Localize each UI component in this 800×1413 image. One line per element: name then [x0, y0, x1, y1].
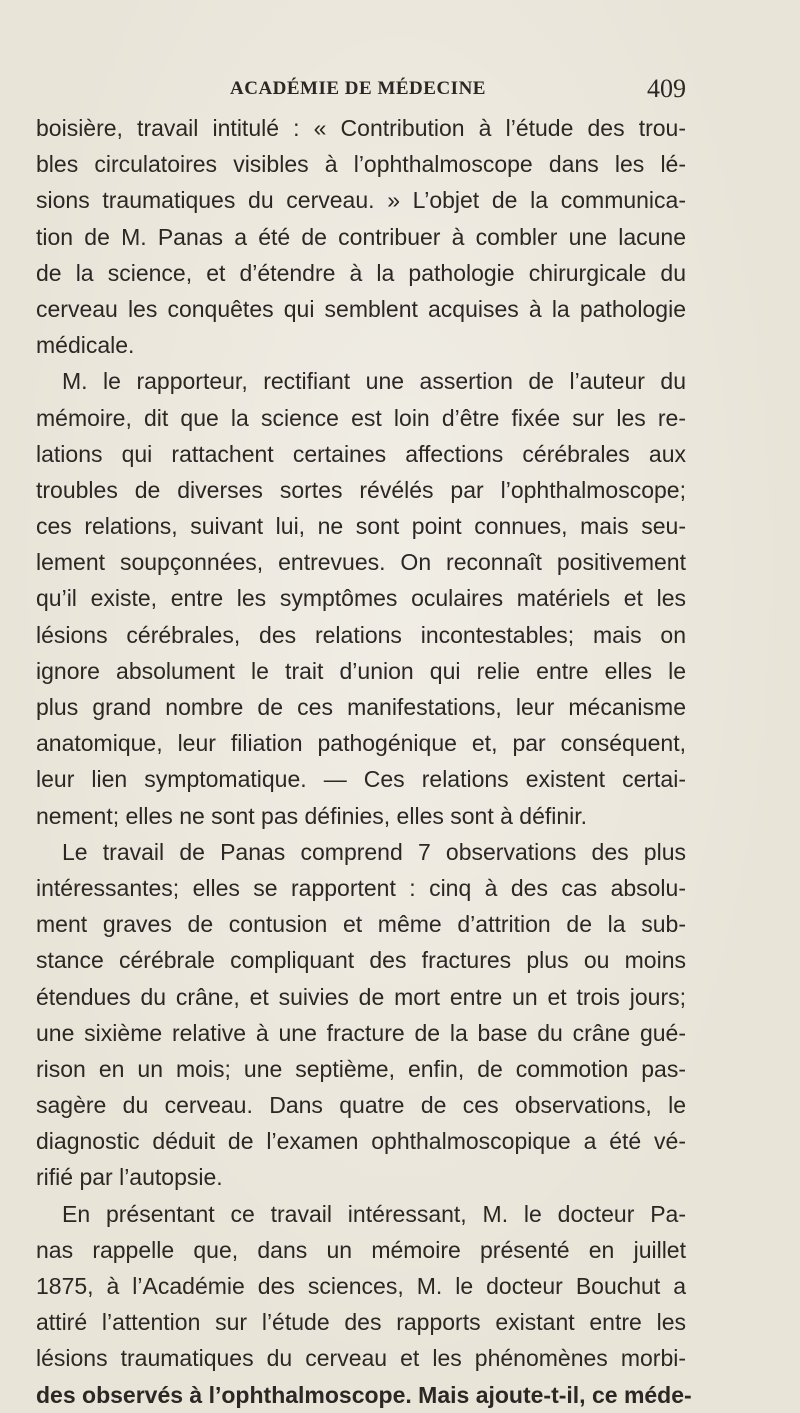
- text-line: qu’il existe, entre les symptômes oculaires matériels et les: [36, 585, 686, 612]
- running-title: ACADÉMIE DE MÉDECINE: [230, 78, 486, 99]
- text-line: ment graves de contusion et même d’attrition de la sub-: [36, 911, 686, 938]
- text-line: anatomique, leur filiation pathogénique et, par conséquent,: [36, 730, 686, 757]
- text-line: ces relations, suivant lui, ne sont point connues, mais seu-: [36, 513, 686, 540]
- page-header: [36, 74, 686, 106]
- text-line: sions traumatiques du cerveau. » L’objet de la communica-: [36, 187, 686, 214]
- text-line: lésions traumatiques du cerveau et les phénomènes morbi-: [36, 1345, 686, 1372]
- text-line: lésions cérébrales, des relations incontestables; mais on: [36, 621, 686, 648]
- text-line: de la science, et d’étendre à la pathologie chirurgicale du: [36, 259, 686, 286]
- text-line: des observés à l’ophthalmoscope. Mais ajoute-t-il, ce méde-: [36, 1381, 692, 1408]
- text-line: rifié par l’autopsie.: [36, 1164, 223, 1191]
- text-line: étendues du crâne, et suivies de mort entre un et trois jours;: [36, 983, 686, 1010]
- text-line: mémoire, dit que la science est loin d’être fixée sur les re-: [36, 404, 686, 431]
- text-line: ignore absolument le trait d’union qui relie entre elles le: [36, 657, 686, 684]
- text-line: tion de M. Panas a été de contribuer à combler une lacune: [36, 223, 686, 250]
- text-line: plus grand nombre de ces manifestations, leur mécanisme: [36, 694, 686, 720]
- text-line: cerveau les conquêtes qui semblent acquises à la pathologie: [36, 295, 686, 322]
- text-line: nement; elles ne sont pas définies, elles sont à définir.: [36, 802, 588, 829]
- text-line: En présentant ce travail intéressant, M. le docteur Pa-: [62, 1200, 686, 1227]
- text-line: nas rappelle que, dans un mémoire présenté en juillet: [36, 1236, 686, 1263]
- text-line: bles circulatoires visibles à l’ophthalmoscope dans les lé-: [36, 151, 686, 178]
- text-line: troubles de diverses sortes révélés par l’ophthalmoscope;: [36, 476, 686, 503]
- text-line: stance cérébrale compliquant des fractures plus ou moins: [36, 947, 686, 974]
- page-number: 409: [647, 74, 686, 103]
- text-line: médicale.: [36, 332, 135, 359]
- text-line: rison en un mois; une septième, enfin, de commotion pas-: [36, 1055, 686, 1082]
- body-text: [36, 110, 692, 1413]
- text-line: lations qui rattachent certaines affections cérébrales aux: [36, 440, 686, 467]
- text-line: sagère du cerveau. Dans quatre de ces observations, le: [36, 1092, 686, 1119]
- text-line: leur lien symptomatique. — Ces relations existent certai-: [36, 766, 686, 793]
- text-line: une sixième relative à une fracture de la base du crâne gué-: [36, 1019, 686, 1046]
- text-line: boisière, travail intitulé : « Contribution à l’étude des trou-: [36, 115, 686, 141]
- text-line: lement soupçonnées, entrevues. On reconnaît positivement: [36, 549, 686, 576]
- text-line: diagnostic déduit de l’examen ophthalmoscopique a été vé-: [36, 1128, 686, 1155]
- text-line: intéressantes; elles se rapportent : cinq à des cas absolu-: [36, 874, 686, 901]
- text-line: Le travail de Panas comprend 7 observations des plus: [62, 838, 686, 865]
- text-line: attiré l’attention sur l’étude des rapports existant entre les: [36, 1309, 686, 1336]
- text-line: 1875, à l’Académie des sciences, M. le docteur Bouchut a: [36, 1273, 686, 1299]
- text-line: M. le rapporteur, rectifiant une assertion de l’auteur du: [62, 368, 686, 395]
